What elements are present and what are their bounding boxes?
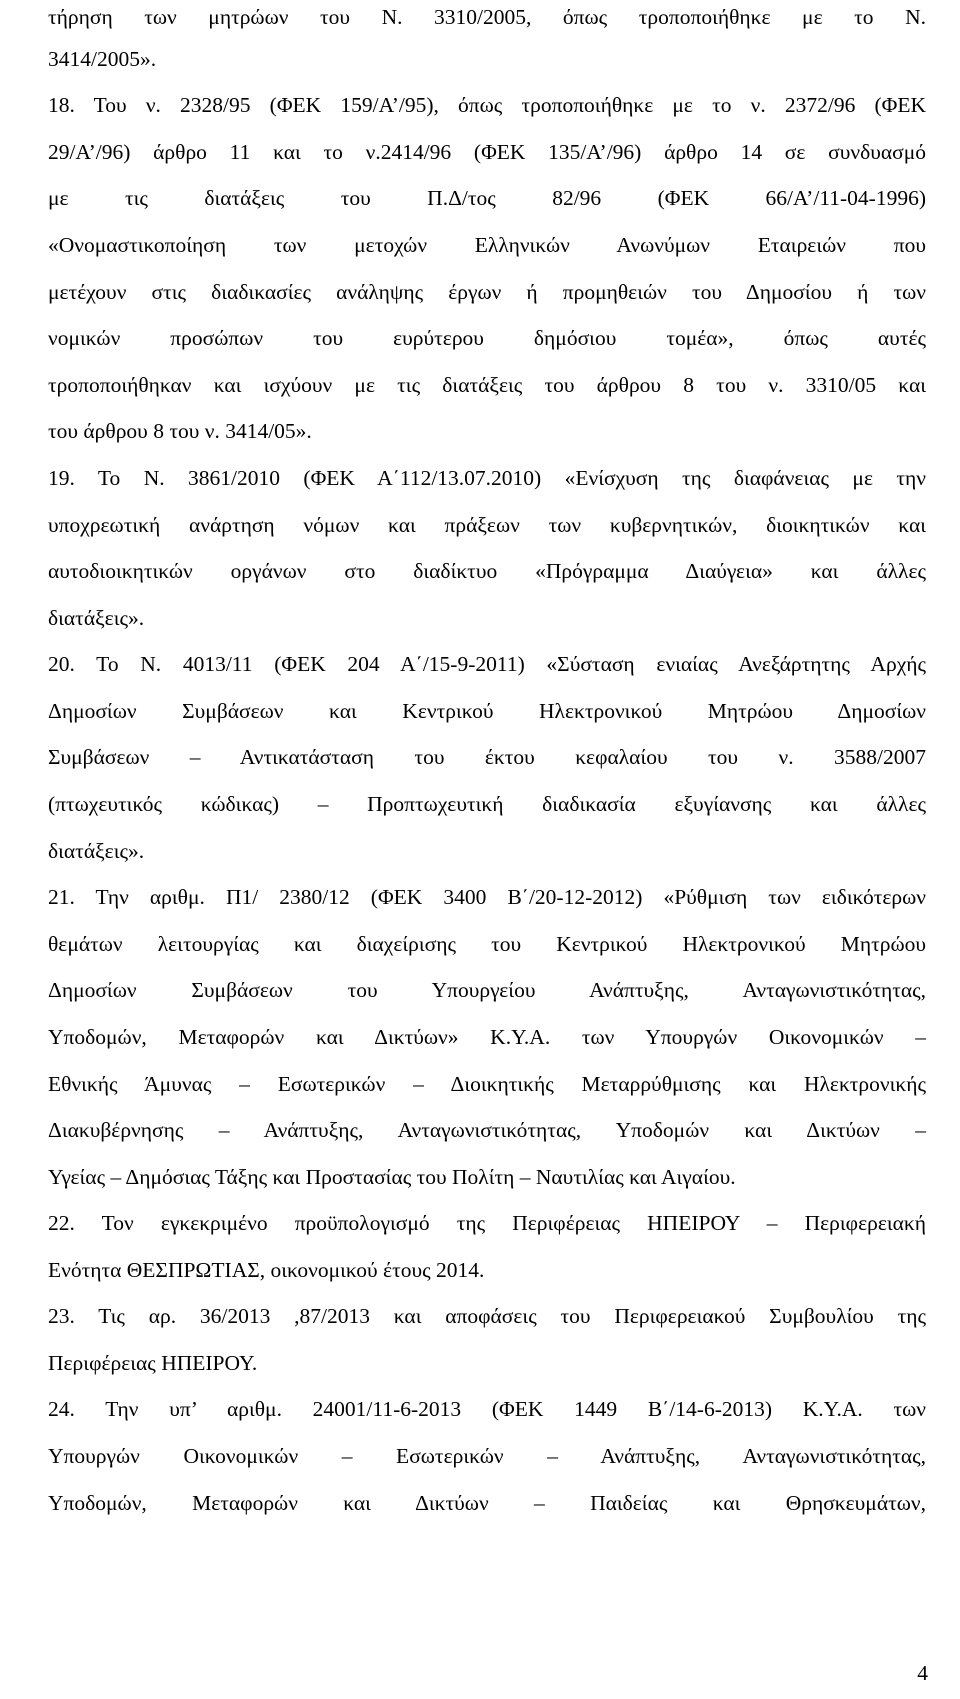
list-item-19-line: 19. Το Ν. 3861/2010 (ΦΕΚ Α΄112/13.07.2010) «Ενίσχυση της διαφάνειας με την	[48, 466, 926, 490]
list-item-24-line: 24. Την υπ’ αριθμ. 24001/11-6-2013 (ΦΕΚ 1449 Β΄/14-6-2013) Κ.Υ.Α. των	[48, 1397, 926, 1421]
text-line: Υπουργών Οικονομικών – Εσωτερικών – Ανάπτυξης, Ανταγωνιστικότητας,	[48, 1444, 926, 1468]
text-line: Υγείας – Δημόσιας Τάξης και Προστασίας του Πολίτη – Ναυτιλίας και Αιγαίου.	[48, 1165, 736, 1189]
text-line: Διακυβέρνησης – Ανάπτυξης, Ανταγωνιστικότητας, Υποδομών και Δικτύων –	[48, 1118, 926, 1142]
text-line: με τις διατάξεις του Π.Δ/τος 82/96 (ΦΕΚ 66/Α’/11-04-1996)	[48, 186, 926, 210]
text-line: Υποδομών, Μεταφορών και Δικτύων» Κ.Υ.Α. των Υπουργών Οικονομικών –	[48, 1025, 926, 1049]
list-item-18-line: 18. Του ν. 2328/95 (ΦΕΚ 159/Α’/95), όπως τροποποιήθηκε με το ν. 2372/96 (ΦΕΚ	[48, 93, 926, 117]
text-line: Δημοσίων Συμβάσεων και Κεντρικού Ηλεκτρονικού Μητρώου Δημοσίων	[48, 699, 926, 723]
text-line: τήρηση των μητρώων του Ν. 3310/2005, όπως τροποποιήθηκε με το Ν.	[48, 5, 926, 29]
text-line: τροποποιήθηκαν και ισχύουν με τις διατάξεις του άρθρου 8 του ν. 3310/05 και	[48, 373, 926, 397]
text-line: Δημοσίων Συμβάσεων του Υπουργείου Ανάπτυξης, Ανταγωνιστικότητας,	[48, 978, 926, 1002]
text-line: Περιφέρειας ΗΠΕΙΡΟΥ.	[48, 1351, 258, 1375]
text-line: μετέχουν στις διαδικασίες ανάληψης έργων ή προμηθειών του Δημοσίου ή των	[48, 280, 926, 304]
text-line: 29/Α’/96) άρθρο 11 και το ν.2414/96 (ΦΕΚ 135/Α’/96) άρθρο 14 σε συνδυασμό	[48, 140, 926, 164]
text-line: 3414/2005».	[48, 47, 157, 71]
text-line: (πτωχευτικός κώδικας) – Προπτωχευτική διαδικασία εξυγίανσης και άλλες	[48, 792, 926, 816]
text-line: θεμάτων λειτουργίας και διαχείρισης του Κεντρικού Ηλεκτρονικού Μητρώου	[48, 932, 926, 956]
text-line: του άρθρου 8 του ν. 3414/05».	[48, 419, 312, 443]
text-line: νομικών προσώπων του ευρύτερου δημόσιου τομέα», όπως αυτές	[48, 326, 926, 350]
page-number: 4	[917, 1661, 928, 1685]
text-line: διατάξεις».	[48, 606, 145, 630]
list-item-22-line: 22. Τον εγκεκριμένο προϋπολογισμό της Περιφέρειας ΗΠΕΙΡΟΥ – Περιφερειακή	[48, 1211, 926, 1235]
list-item-20-line: 20. Το Ν. 4013/11 (ΦΕΚ 204 Α΄/15-9-2011) «Σύσταση ενιαίας Ανεξάρτητης Αρχής	[48, 652, 926, 676]
text-line: Συμβάσεων – Αντικατάσταση του έκτου κεφαλαίου του ν. 3588/2007	[48, 745, 926, 769]
text-line: Εθνικής Άμυνας – Εσωτερικών – Διοικητικής Μεταρρύθμισης και Ηλεκτρονικής	[48, 1072, 926, 1096]
text-line: Υποδομών, Μεταφορών και Δικτύων – Παιδείας και Θρησκευμάτων,	[48, 1491, 926, 1515]
text-line: αυτοδιοικητικών οργάνων στο διαδίκτυο «Πρόγραμμα Διαύγεια» και άλλες	[48, 559, 926, 583]
list-item-21-line: 21. Την αριθμ. Π1/ 2380/12 (ΦΕΚ 3400 Β΄/20-12-2012) «Ρύθμιση των ειδικότερων	[48, 885, 926, 909]
text-line: Ενότητα ΘΕΣΠΡΩΤΙΑΣ, οικονομικού έτους 2014.	[48, 1258, 485, 1282]
text-line: διατάξεις».	[48, 839, 145, 863]
text-line: «Ονομαστικοποίηση των μετοχών Ελληνικών Ανωνύμων Εταιρειών που	[48, 233, 926, 257]
text-line: υποχρεωτική ανάρτηση νόμων και πράξεων των κυβερνητικών, διοικητικών και	[48, 513, 926, 537]
list-item-23-line: 23. Τις αρ. 36/2013 ,87/2013 και αποφάσεις του Περιφερειακού Συμβουλίου της	[48, 1304, 926, 1328]
